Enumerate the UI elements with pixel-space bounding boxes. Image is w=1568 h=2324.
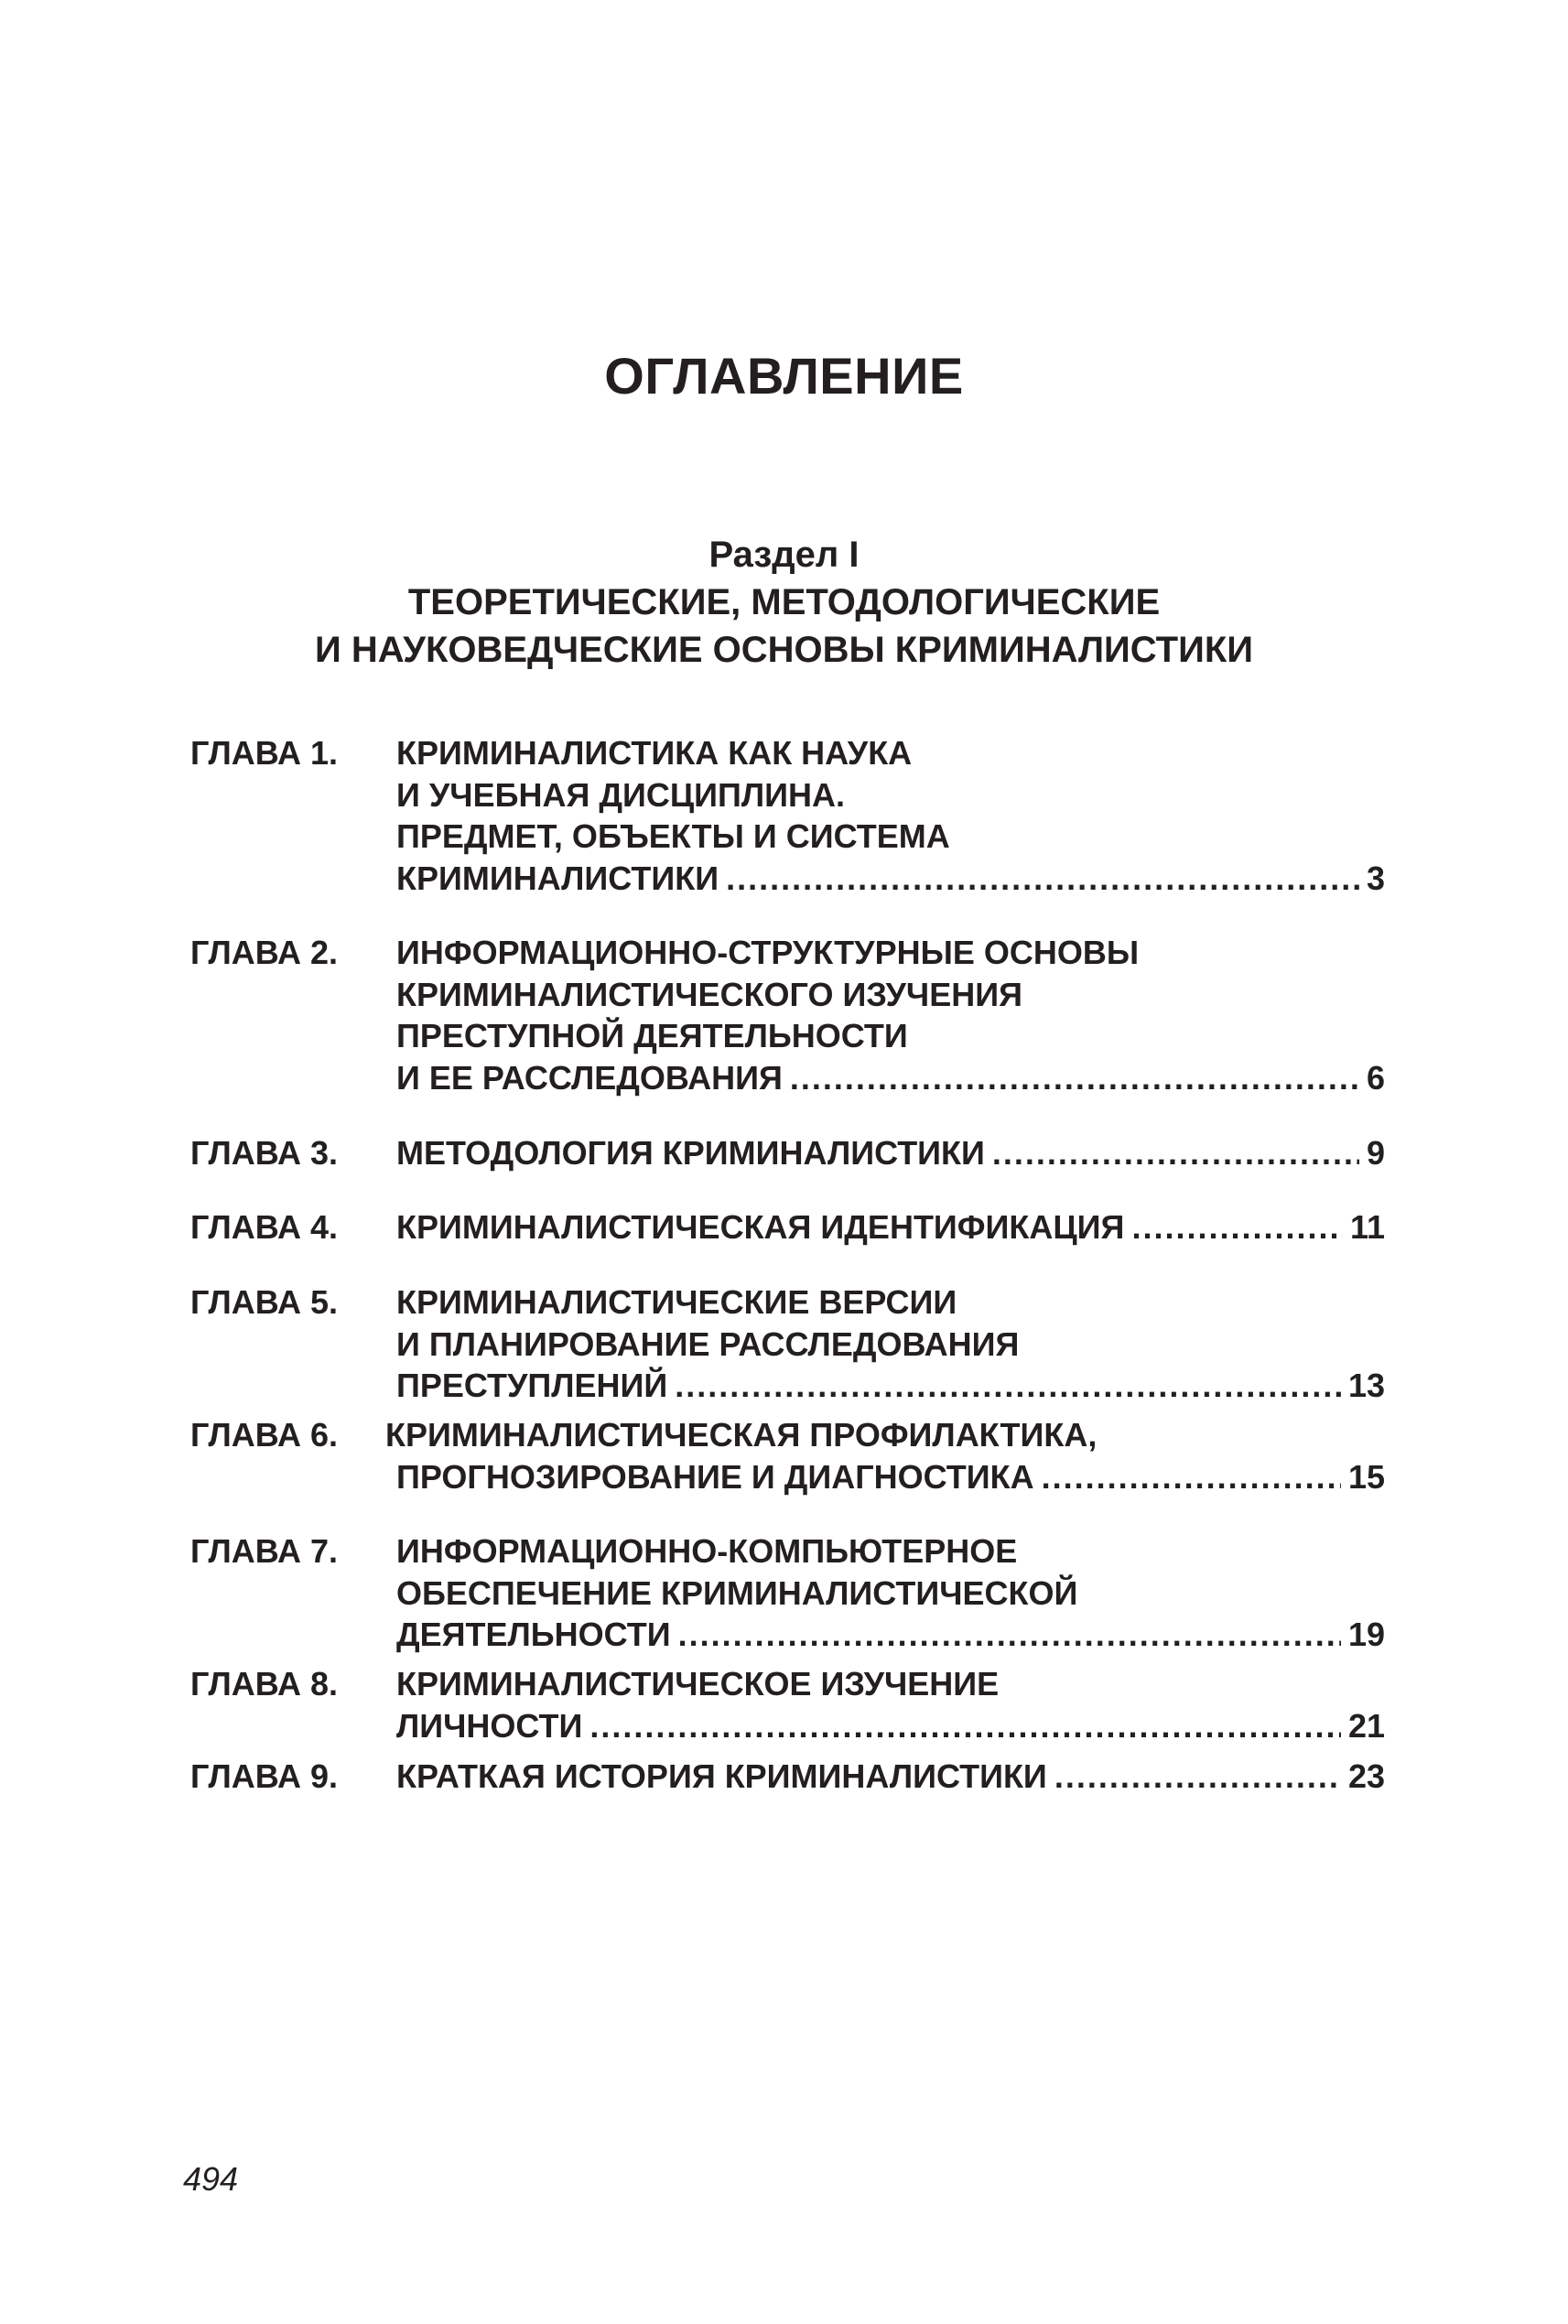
chapter-label: ГЛАВА 3. [190, 1134, 338, 1172]
chapter-title-line: ДЕЯТЕЛЬНОСТИ [396, 1616, 671, 1653]
chapter-label: ГЛАВА 6. [190, 1416, 338, 1454]
chapter-title-line: И УЧЕБНАЯ ДИСЦИПЛИНА. [396, 775, 846, 814]
toc-entry[interactable] [190, 732, 1385, 899]
toc-entry[interactable] [190, 1663, 1385, 1746]
chapter-title [396, 1132, 1385, 1174]
section-heading [0, 531, 1568, 674]
toc-page-number[interactable]: 3 [1366, 859, 1385, 897]
chapter-title-line: ИНФОРМАЦИОННО-СТРУКТУРНЫЕ ОСНОВЫ [396, 934, 1140, 971]
chapter-title-line: КРИМИНАЛИСТИКИ [396, 859, 719, 897]
chapter-label: ГЛАВА 1. [190, 734, 338, 772]
chapter-label: ГЛАВА 9. [190, 1757, 338, 1795]
chapter-title-line: И ЕЕ РАССЛЕДОВАНИЯ [396, 1058, 783, 1097]
chapter-title-line: МЕТОДОЛОГИЯ КРИМИНАЛИСТИКИ [396, 1134, 985, 1172]
toc-entry[interactable] [190, 1414, 1385, 1497]
chapter-title [396, 732, 1385, 899]
chapter-title [385, 1414, 1385, 1497]
toc-page-number[interactable]: 23 [1347, 1757, 1385, 1795]
chapter-title-line: ПРЕСТУПЛЕНИЙ [396, 1367, 668, 1404]
chapter-label: ГЛАВА 7. [190, 1532, 338, 1570]
toc-page-number[interactable]: 21 [1347, 1706, 1385, 1745]
dot-leader [678, 1614, 1341, 1656]
chapter-title-line: КРИМИНАЛИСТИЧЕСКОГО ИЗУЧЕНИЯ [396, 975, 1022, 1013]
chapter-title-line: ПРЕСТУПНОЙ ДЕЯТЕЛЬНОСТИ [396, 1017, 908, 1054]
dot-leader [1054, 1756, 1341, 1798]
toc-entry[interactable] [190, 1756, 1385, 1798]
toc-page-number[interactable]: 13 [1347, 1367, 1385, 1404]
chapter-title [396, 1530, 1385, 1656]
chapter-title-line: КРИМИНАЛИСТИЧЕСКАЯ ПРОФИЛАКТИКА, [385, 1416, 1098, 1454]
chapter-title [396, 1206, 1385, 1248]
chapter-title [396, 1281, 1385, 1407]
section-title-line: ТЕОРЕТИЧЕСКИЕ, МЕТОДОЛОГИЧЕСКИЕ [407, 582, 1161, 622]
dot-leader [1131, 1206, 1343, 1248]
page-number: 494 [183, 2160, 239, 2198]
page-title: ОГЛАВЛЕНИЕ [604, 347, 964, 405]
toc-entry[interactable] [190, 1132, 1385, 1174]
toc-entry[interactable] [190, 1281, 1385, 1407]
chapter-label: ГЛАВА 8. [190, 1665, 338, 1702]
chapter-title-line: ПРЕДМЕТ, ОБЪЕКТЫ И СИСТЕМА [396, 817, 950, 855]
toc-entry[interactable] [190, 932, 1385, 1098]
dot-leader [992, 1132, 1359, 1174]
chapter-title-line: КРИМИНАЛИСТИЧЕСКАЯ ИДЕНТИФИКАЦИЯ [396, 1208, 1125, 1246]
chapter-title [396, 932, 1385, 1098]
chapter-title-line: ОБЕСПЕЧЕНИЕ КРИМИНАЛИСТИЧЕСКОЙ [396, 1573, 1078, 1612]
toc-page-number[interactable]: 19 [1347, 1616, 1385, 1653]
chapter-title [396, 1663, 1385, 1746]
dot-leader [726, 858, 1359, 900]
toc-entry[interactable] [190, 1206, 1385, 1248]
chapter-label: ГЛАВА 5. [190, 1283, 338, 1321]
chapter-title-line: И ПЛАНИРОВАНИЕ РАССЛЕДОВАНИЯ [396, 1324, 1020, 1363]
chapter-label: ГЛАВА 2. [190, 934, 338, 971]
toc-page-number[interactable]: 15 [1347, 1457, 1385, 1496]
section-label: Раздел I [708, 535, 860, 575]
chapter-label: ГЛАВА 4. [190, 1208, 338, 1246]
toc-entry[interactable] [190, 1530, 1385, 1656]
dot-leader [589, 1705, 1341, 1747]
chapter-title-line: КРИМИНАЛИСТИЧЕСКИЕ ВЕРСИИ [396, 1283, 957, 1321]
chapter-title [396, 1756, 1385, 1798]
dot-leader [675, 1365, 1341, 1407]
dot-leader [1042, 1456, 1341, 1498]
section-title-line: И НАУКОВЕДЧЕСКИЕ ОСНОВЫ КРИМИНАЛИСТИКИ [314, 630, 1254, 670]
chapter-title-line: КРИМИНАЛИСТИКА КАК НАУКА [396, 734, 913, 772]
chapter-title-line: ИНФОРМАЦИОННО-КОМПЬЮТЕРНОЕ [396, 1532, 1018, 1570]
chapter-title-line: ЛИЧНОСТИ [396, 1706, 583, 1745]
dot-leader [790, 1057, 1359, 1099]
toc-page-number[interactable]: 6 [1366, 1058, 1385, 1097]
chapter-title-line: ПРОГНОЗИРОВАНИЕ И ДИАГНОСТИКА [396, 1457, 1034, 1496]
toc-page-number[interactable]: 11 [1349, 1208, 1385, 1246]
chapter-title-line: КРАТКАЯ ИСТОРИЯ КРИМИНАЛИСТИКИ [396, 1757, 1047, 1795]
toc-page-number[interactable]: 9 [1366, 1134, 1385, 1172]
chapter-title-line: КРИМИНАЛИСТИЧЕСКОЕ ИЗУЧЕНИЕ [396, 1665, 1000, 1702]
